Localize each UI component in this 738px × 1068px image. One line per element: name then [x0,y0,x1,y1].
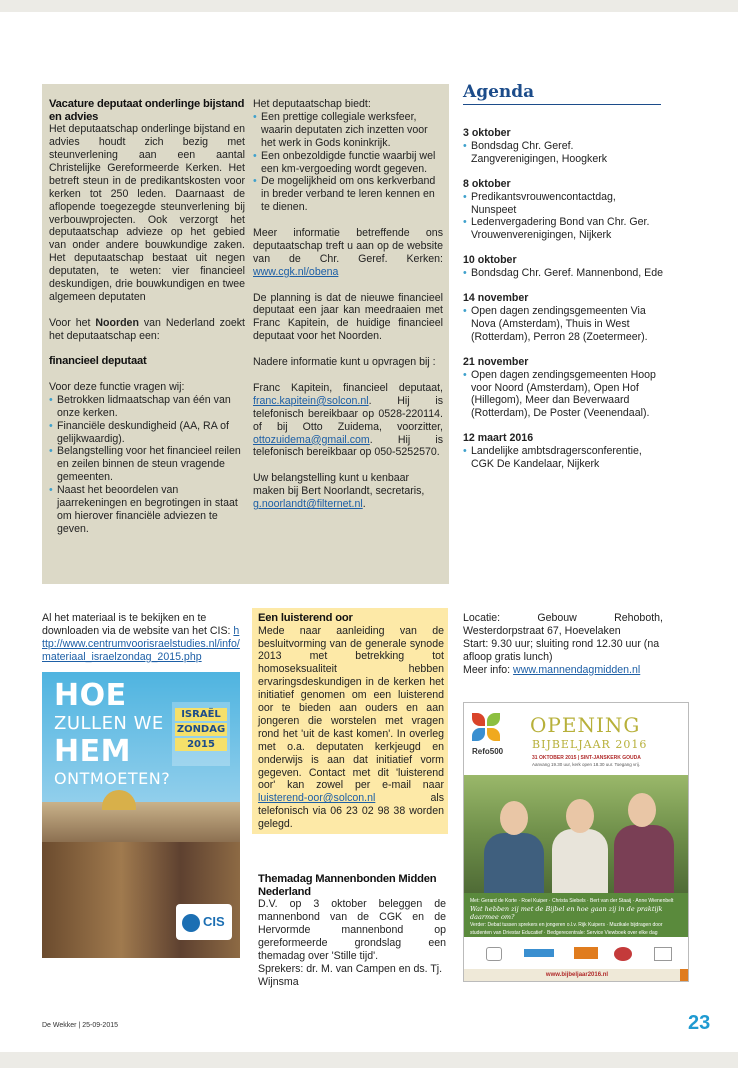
arrow-right-icon [680,969,689,982]
offers-intro: Het deputaatschap biedt: [253,98,371,110]
poster-line: ONTMOETEN? [54,769,171,788]
offers-list [253,111,443,214]
agenda-item: • Ledenvergadering Bond van Chr. Ger. Vrouwenverenigingen, Nijkerk [463,216,663,242]
luisterend-email-link[interactable]: luisterend-oor@solcon.nl [258,792,376,805]
list-item: • Betrokken lidmaatschap van één van onze kerken. [49,394,245,420]
luisterend-text: Mede naar aanleiding van de besluitvorming van de generale synode 2013 met betrekking tot homoseksualiteit hebben ervaringsdeskundigen in de kerken het initiatief genomen om een luisterend oor te bieden aan ouders en aan jongeren die worstelen met vragen rond het 'uit de kast komen'. In overleg met o.a. deputaten kerkjeugd en onderwijs is aan dat initiatief vorm gegeven. Contact met dit 'luisterend oor' kan zowel per e-mail naar luisterend-oor@solcon.nl als telefonisch via 06 23 02 98 38 worden gelegd. [258,624,444,831]
ad-time-line: Aanvang 19.30 uur, kerk open 18.30 uur. Toegang vrij. [532,762,640,767]
locatie-start: Start: 9.30 uur; sluiting rond 12.30 uur (na afloop gratis lunch) [463,637,660,663]
vacature-intro: Het deputaatschap onderlinge bijstand en advies houdt zich bezig met steunverlening aan een aantal Christelijke Gereformeerde Kerken. Het betreft steun in de predikantskosten voor kerken tot 250 leden. Daarnaast de aflopende toegezegde steunverlening bij verbouwprojecten. Ook verzorgt het deputaatschap advieze op het gebied van onder andere bouwkundige zaken. Het deputaatschap bestaat uit negen deputaten, te weten: vier financieel deskundigen, drie bouwkundigen en twee algemeen deputaten [49,123,245,303]
bottom-margin [0,1052,738,1068]
bijbeljaar-advertisement [463,702,689,982]
list-item: • Een prettige collegiale werksfeer, waarin deputaten zich inzetten voor het werk in Gods koninkrijk. [253,111,443,150]
agenda-date: 10 oktober [463,254,517,267]
themadag-speakers: Sprekers: dr. M. van Campen en ds. Tj. Wijnsma [258,962,443,988]
agenda-item: • Predikantsvrouwencontactdag, Nunspeet [463,191,663,217]
locatie-info: Meer info: www.mannendagmidden.nl [463,663,641,676]
agenda-item: • Bondsdag Chr. Geref. Mannenbond, Ede [463,267,663,280]
agenda-date: 12 maart 2016 [463,432,534,445]
list-item: • Belangstelling voor het financieel reilen en zeilen binnen de steun vragende gemeenten. [49,445,245,484]
list-item: • Een onbezoldigde functie waarbij wel een km-vergoeding wordt gegeven. [253,150,443,176]
poster-line: ZULLEN WE [54,713,164,734]
requirements-list [49,394,245,536]
ad-opening-title: OPENING [530,713,641,737]
students-photo [464,775,689,893]
list-item: • Financiële deskundigheid (AA, RA of gelijkwaardig). [49,420,245,446]
poster-line: HEM [54,734,131,769]
vacature-noorden: Voor het Noorden van Nederland zoekt het deputaatschap een: [49,316,245,342]
info-paragraph: Meer informatie betreffende ons deputaatschap treft u aan op de website van de Chr. Geref. Kerken: www.cgk.nl/obena [253,227,443,278]
vacature-column-1 [49,98,245,536]
cis-logo: CIS [176,904,232,940]
luisterend-title: Een luisterend oor [258,612,353,624]
mannendag-link[interactable]: www.mannendagmidden.nl [513,663,641,676]
city-skyline [42,802,240,842]
agenda-item: • Bondsdag Chr. Geref. Zangverenigingen, Hoogkerk [463,140,663,166]
agenda-item: • Open dagen zendingsgemeenten Hoop voor Noord (Amsterdam), Open Hof (Hillegom), Meer dan Beverwaard (Rotterdam), De Poster (Veenendaal). [463,369,663,421]
cis-link[interactable]: http://www.centrumvoorisraelstudies.nl/info/materiaal_israelzondag_2015.php [42,624,240,663]
requirements-intro: Voor deze functie vragen wij: [49,380,185,393]
vacature-column-2 [253,98,443,511]
ad-url: www.bijbeljaar2016.nl [464,969,689,982]
ad-date-line: 31 OKTOBER 2015 | SINT-JANSKERK GOUDA [532,755,641,761]
agenda-title: Agenda [463,82,661,105]
agenda-column [463,82,663,471]
franc-email-link[interactable]: franc.kapitein@solcon.nl [253,394,369,407]
ad-info-bar: Met: Gerard de Korte · Roel Kuiper · Christa Siebels · Bert van der Staaij · Anne Wienenbelt Wat hebben zij met de Bijbel en hoe gaan zij in de praktijk daarmee om? Verder: Debat tussen sprekers en jongeren o.l.v. Rijk Kuipers · Muzikale bijdragen door studenten van Driestar Educatief · Bedgerecentrale: Service Viewboek over elke dag [464,893,689,937]
locatie-column [463,612,663,677]
agenda-date: 3 oktober [463,127,511,139]
cgk-link[interactable]: www.cgk.nl/obena [253,265,339,278]
agenda-date: 8 oktober [463,177,511,190]
people-photo [42,842,240,958]
list-item: • Naast het beoordelen van jaarrekeningen en begrotingen in staat om hierover financiële adviezen te geven. [49,484,245,536]
agenda-item: • Open dagen zendingsgemeenten Via Nova (Amsterdam), Thuis in West (Rotterdam), Perron 28 (Zoetermeer). [463,305,663,344]
apply-paragraph: Uw belangstelling kunt u kenbaar maken bij Bert Noorlandt, secretaris, g.noorlandt@filternet.nl. [253,472,425,511]
agenda-date: 21 november [463,355,529,368]
ad-bijbeljaar: BIJBELJAAR 2016 [532,738,648,751]
cis-logo-icon [182,914,200,932]
locatie-text: Locatie: Gebouw Rehoboth, Westerdorpstraat 67, Hoevelaken [463,612,663,637]
refo500-label: Refo500 [472,747,504,756]
vacature-title: Vacature deputaat onderlinge bijstand en advies [49,98,245,123]
top-margin [0,0,738,12]
bert-email-link[interactable]: g.noorlandt@filternet.nl [253,498,363,511]
planning-paragraph: De planning is dat de nieuwe financieel deputaat een jaar kan meedraaien met Franc Kapitein, de huidige financieel deputaat voor het Noorden. [253,291,443,343]
sponsor-logos [464,939,689,967]
israel-zondag-badge: ISRAËL ZONDAG 2015 [172,702,230,766]
poster-line: HOE [54,678,127,713]
agenda-date: 14 november [463,292,529,305]
israel-zondag-poster [42,672,240,958]
luisterend-oor-column [258,612,444,831]
themadag-title: Themadag Mannenbonden Midden Nederland [258,873,437,898]
dome-shape [102,790,136,810]
agenda-item: • Landelijke ambtsdragersconferentie, CGK De Kandelaar, Nijkerk [463,445,663,471]
nadere-info: Nadere informatie kunt u opvragen bij : [253,356,436,369]
page-number: 23 [688,1012,711,1034]
list-item: • De mogelijkheid om ons kerkverband in breder verband te leren kennen en te dienen. [253,175,443,214]
contact-paragraph: Franc Kapitein, financieel deputaat, franc.kapitein@solcon.nl. Hij is telefonisch bereikbaar op 0528-220114. of bij Otto Zuidema, voorzitter, ottozuidema@gmail.com. Hij is telefonisch bereikbaar op 050-5252570. [253,381,443,459]
footer-publication: De Wekker | 25-09-2015 [42,1022,119,1029]
themadag-text: D.V. op 3 oktober beleggen de mannenbond van de CGK en de Hervormde mannenbond op gereformeerde grondslag een themadag over 'Stille tijd'. [258,898,446,962]
themadag-column [258,873,446,989]
vacature-subhead: financieel deputaat [49,355,147,368]
otto-email-link[interactable]: ottozuidema@gmail.com [253,433,370,446]
cis-text: Al het materiaal is te bekijken en te downloaden via de website van het CIS: http://www.centrumvoorisraelstudies.nl/info/materiaal_israelzondag_2015.php [42,612,240,663]
